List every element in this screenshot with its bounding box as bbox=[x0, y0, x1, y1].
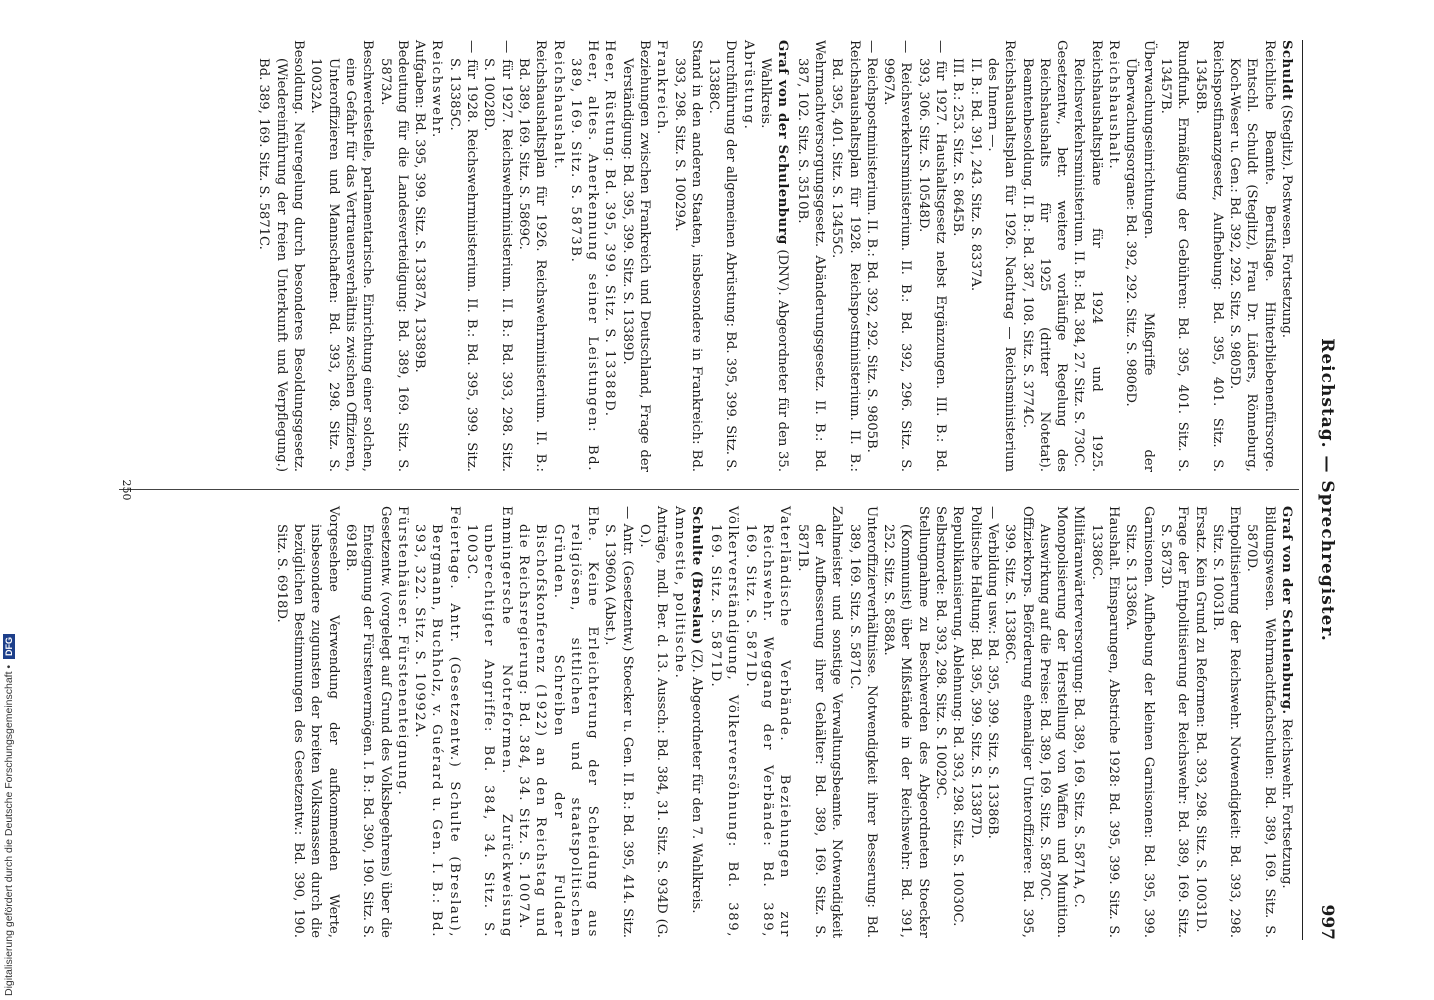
speaker-entry bbox=[688, 506, 705, 938]
index-entry: Haushalt. Einsparungen, Abstriche 1928: Bd. 395, 399. Sitz. S. 13386C. bbox=[1088, 506, 1122, 938]
index-entry: Reichshaushaltsplan für 1928. Reichspostministerium. II. B.: Bd. 395, 401. Sitz. S. 13455C. bbox=[829, 40, 862, 472]
index-entry: — Reichspostministerium. II. B.: Bd. 392, 292. Sitz. S. 9805B. bbox=[863, 40, 879, 453]
index-entry: — für 1927. Reichswehrministerium. II. B.: Bd. 393, 298. Sitz. S. 10028D. bbox=[481, 40, 514, 472]
topic-heading: Amnestie, politische. bbox=[671, 506, 687, 680]
index-entry: — für 1927. Haushaltsgesetz nebst Ergänzungen. III. B.: Bd. 393, 306. Sitz. S. 10548D. bbox=[915, 40, 949, 472]
index-entry: II. B.: Bd. 391, 243. Sitz. S. 8337A. bbox=[967, 58, 983, 292]
speaker-name: Schuldt bbox=[1279, 40, 1294, 101]
topic-heading: Reichshaushalt. bbox=[550, 40, 566, 171]
topic-heading: Abrüstung. bbox=[740, 40, 756, 131]
index-entry: Unteroffizierverhältnisse. Notwendigkeit ihrer Besserung: Bd. 389, 169. Sitz. S. 5871C. bbox=[846, 506, 879, 938]
index-entry: Zahlmeister und sonstige Verwaltungsbeamte. Notwendigkeit der Aufbesserung ihrer Gehälter: Bd. 389, 169. Sitz. S. 5871B. bbox=[794, 506, 845, 938]
index-entry: — für 1928. Reichswehrministerium. II. B.: Bd. 395, 399. Sitz. S. 13385C. bbox=[446, 40, 480, 472]
column-divider bbox=[119, 489, 1299, 490]
topic-heading: Ehe. Keine Erleichterung der Scheidung aus religiösen, sittlichen und staatspolitischen Gründen. Schreiben der Fuldaer Bischofskonferenz (1922) an den Reichstag und die Reichsregierung: Bd. 384, 34. Sitz. S. 1007A. bbox=[515, 506, 601, 938]
speaker-entry bbox=[757, 40, 792, 472]
index-entry: Stand in den anderen Staaten, insbesondere in Frankreich: Bd. 393, 298. Sitz. S. 10029A. bbox=[671, 40, 704, 472]
index-entry: Offizierkorps. Beförderung ehemaliger Unteroffiziere: Bd. 395, 399. Sitz. S. 13386C. bbox=[1002, 506, 1035, 938]
index-entry: — Reichsverkehrsministerium. II. B.: Bd. 392, 296. Sitz. S. 9967A. bbox=[881, 40, 914, 472]
topic-heading: Reichswehr. bbox=[429, 40, 445, 139]
speaker-description: (Z). Abgeordneter für den 7. Wahlkreis. bbox=[688, 644, 704, 914]
index-entry: Aufgaben: Bd. 395, 399. Sitz. S. 13387A, 13389B. bbox=[412, 40, 428, 373]
index-entry: Durchführung der allgemeinen Abrüstung: Bd. 395, 399. Sitz. S. 13388C. bbox=[706, 40, 739, 472]
right-column bbox=[272, 506, 1295, 938]
index-entry: Monopolisierung der Herstellung von Waffen und Munition. Auswirkung auf die Preise: Bd. 389, 169. Sitz. S. 5870C. bbox=[1036, 506, 1070, 938]
index-entry: III. B.: 253. Sitz. S. 8645B. bbox=[950, 58, 966, 237]
index-entry: Vorgesehene Verwendung der aufkommenden Werte, insbesondere zugunsten der breiten Volksmassen durch die bezüglichen Bestimmungen des Gesetzentw.: Bd. 390, 190. Sitz. S. 6918D. bbox=[273, 506, 341, 938]
dfg-logo: DFG bbox=[3, 634, 15, 659]
speaker-entry bbox=[1278, 506, 1295, 938]
index-entry: Garnisonen. Aufhebung der kleinen Garnisonen: Bd. 395, 399. Sitz. S. 13386A. bbox=[1123, 506, 1156, 938]
index-entry: Selbstmorde: Bd. 393, 298. Sitz. S. 10029C. bbox=[933, 506, 949, 800]
index-entry: Reichspostfinanzgesetz, Aufhebung: Bd. 395, 401. Sitz. S. 13458B. bbox=[1192, 40, 1225, 472]
footer-page-number: 250 bbox=[120, 479, 133, 501]
header-rule bbox=[1302, 40, 1303, 940]
index-entry: Reichshaushaltsplan für 1926. Nachtrag — Reichsministerium des Innern —. bbox=[984, 40, 1018, 472]
index-entry: Rundfunk. Ermäßigung der Gebühren: Bd. 395, 401. Sitz. S. 13457B. bbox=[1157, 40, 1191, 472]
topic-heading: Vaterländische Verbände. Beziehungen zur Reichswehr. Weggang der Verbände: Bd. 389, 169. Sitz. S. 5871D. bbox=[742, 506, 793, 938]
index-entry: Beschwerdestelle, parlamentarische. Einrichtung einer solchen, eine Gefahr für das Vertrauensverhältnis zwischen Offizieren, Unteroffizieren und Mannschaften: Bd. 393, 298. Sitz. S. 10032A. bbox=[308, 40, 376, 473]
index-entry: Republikanisierung. Ablehnung: Bd. 393, 298. Sitz. S. 10030C. bbox=[950, 506, 966, 927]
index-entry: — Antr. (Gesetzentw.) Stoecker u. Gen. II. B.: Bd. 395, 414. Sitz. S. 13960A (Abst.). bbox=[602, 506, 635, 938]
index-entry: Ersatz. Kein Grund zu Reformen: Bd. 393, 298. Sitz. S. 10031D. bbox=[1192, 506, 1208, 933]
index-entry: Stellungnahme zu Beschwerden des Abgeordneten Stoecker (Kommunist) über Mißstände in der Reichswehr: Bd. 391, 252. Sitz. S. 8588A. bbox=[881, 506, 931, 938]
index-entry: Reichshaushaltsplan für 1926. Reichswehrministerium. II. B.: Bd. 389, 169. Sitz. S. 5869C. bbox=[515, 40, 549, 472]
speaker-description: (Steglitz). Postwesen. Fortsetzung. bbox=[1279, 100, 1294, 338]
index-entry: Militäranwärterversorgung: Bd. 389, 169. Sitz. S. 5871A, C. bbox=[1071, 506, 1087, 908]
index-entry: Frage der Entpolitisierung der Reichswehr: Bd. 389, 169. Sitz. S. 5873D. bbox=[1157, 506, 1191, 938]
topic-heading: Fürstenhäuser. Fürstenenteignung. bbox=[394, 506, 410, 797]
index-entry: Reichliche Beamte. Berufslage. Hinterbliebenenfürsorge. Entschl. Schuldt (Steglitz), Frau Dr. Lüders, Rönneburg, Koch-Weser u. Gen.: Bd. 392, 292. Sitz. S. 9805D. bbox=[1227, 40, 1277, 472]
attribution-text: Digitalisierung gefördert durch die Deutsche Forschungsgemeinschaft • bbox=[3, 664, 15, 996]
index-entry: Reichshaushaltspläne für 1924 und 1925. Reichsverkehrsministerium. II. B.: Bd. 384, 27. Sitz. S. 730C. bbox=[1071, 40, 1104, 472]
speaker-entry bbox=[1278, 40, 1295, 472]
index-entry: Politische Haltung: Bd. 395, 399. Sitz. S. 13387D. bbox=[967, 506, 983, 839]
index-entry: Gesetzentw., betr. weitere vorläufige Regelung des Reichshaushalts für 1925 (dritter Notetat). Beamtenbesoldung. II. B.: Bd. 387, 108. Sitz. S. 3774C. bbox=[1019, 40, 1070, 472]
topic-heading: Heer, altes. Anerkennung seiner Leistungen: Bd. 389, 169. Sitz. S. 5873B. bbox=[567, 40, 601, 472]
speaker-name: Schulte (Breslau) bbox=[688, 506, 704, 645]
page-number: 997 bbox=[1317, 904, 1337, 940]
index-entry: Bedeutung für die Landesverteidigung: Bd. 389, 169. Sitz. S. 5873A. bbox=[377, 40, 410, 472]
index-entry: — Verbildung usw.: Bd. 395, 399. Sitz. S. 13386B. bbox=[984, 506, 1000, 839]
index-entry: Beziehungen zwischen Frankreich und Deutschland, Frage der Verständigung: Bd. 395, 399. Sitz. S. 13389D. bbox=[619, 40, 653, 472]
index-entry: Überwachungseinrichtungen. Mißgriffe der Überwachungsorgane: Bd. 392, 292. Sitz. S. 9806D. bbox=[1123, 40, 1156, 472]
speaker-name: Graf von der Schulenburg. bbox=[1279, 506, 1294, 715]
index-entry: Anträge, mdl. Ber. d. 13. Aussch.: Bd. 384, 31. Sitz. S. 934D (G. O.). bbox=[637, 506, 670, 938]
digitization-attribution bbox=[3, 634, 15, 996]
index-entry: Entpolitisierung der Reichswehr. Notwendigkeit: Bd. 393, 298. Sitz. S. 10031B. bbox=[1209, 506, 1243, 938]
topic-heading: Emmingersche Notreformen. Zurückweisung unberechtigter Angriffe: Bd. 384, 34. Sitz. S. 1003C. bbox=[464, 506, 514, 938]
speaker-description: Reichswehr. Fortsetzung. bbox=[1279, 714, 1294, 889]
page-header bbox=[1307, 40, 1335, 940]
rotated-register-page bbox=[95, 40, 1335, 940]
topic-heading: Feiertage. Antr. (Gesetzentw.) Schulte (Breslau), Bergmann, Buchholz, v. Guérard u. Gen. I. B.: Bd. 393, 322. Sitz. S. 10992A. bbox=[412, 506, 462, 938]
index-entry: Besoldung. Neuregelung durch besonderes Besoldungsgesetz. (Wiedereinführung der freien Unterkunft und Verpflegung.) Bd. 389, 169. Sitz. S. 5871C. bbox=[256, 40, 307, 472]
topic-heading: Völkerverständigung, Völkerversöhnung: Bd. 389, 169. Sitz. S. 5871D. bbox=[708, 506, 741, 938]
index-entry: Gesetzentw. (vorgelegt auf Grund des Volksbegehrens) über die Enteignung der Fürstenvermögen. I. B.: Bd. 390, 190. Sitz. S. 6918B. bbox=[342, 506, 393, 938]
running-title: Reichstag. — Sprechregister. bbox=[1317, 338, 1337, 642]
index-entry: Wehrmachtversorgungsgesetz. Abänderungsgesetz. II. B.: Bd. 387, 102. Sitz. S. 3510B. bbox=[794, 40, 827, 472]
speaker-description: (DNV). Abgeordneter für den 35. Wahlkreis. bbox=[758, 58, 791, 472]
speaker-name: Graf von der Schulenburg bbox=[775, 40, 791, 245]
index-entry: Bildungswesen. Wehrmachtfachschulen: Bd. 389, 169. Sitz. S. 5870D. bbox=[1244, 506, 1277, 938]
topic-heading: Heer, Rüstung: Bd. 395, 399. Sitz. S. 13388D. bbox=[602, 40, 618, 418]
topic-heading: Reichshaushalt. bbox=[1106, 40, 1122, 171]
left-column bbox=[255, 40, 1295, 472]
topic-heading: Frankreich. bbox=[654, 40, 670, 136]
